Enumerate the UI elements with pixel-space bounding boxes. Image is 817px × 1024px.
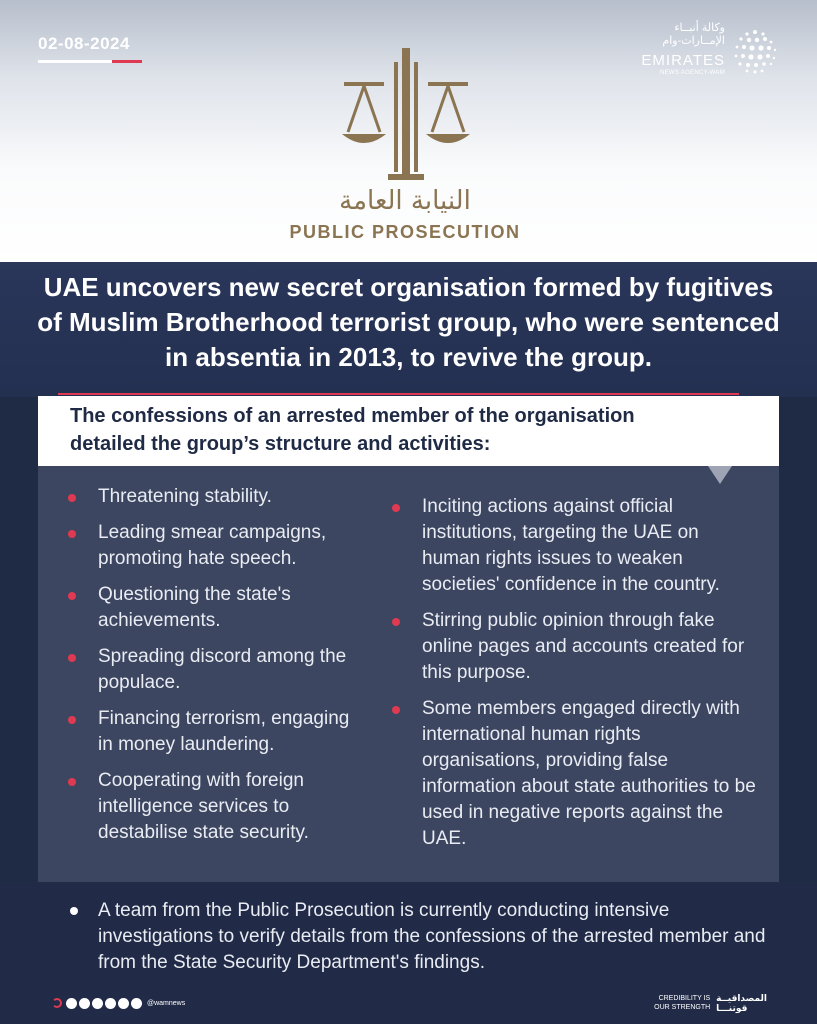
scales-of-justice-icon xyxy=(336,48,476,184)
activities-right-list xyxy=(392,494,762,862)
slogan-arabic: المصداقيــة قوتنـــا xyxy=(716,993,767,1013)
whatsapp-icon[interactable] xyxy=(131,998,142,1009)
public-prosecution-english: PUBLIC PROSECUTION xyxy=(289,222,521,242)
slogan-english: CREDIBILITY IS OUR STRENGTH xyxy=(654,995,711,1011)
list-item: Questioning the state's achievements. xyxy=(68,582,368,634)
public-prosecution-arabic: النيابة العامة xyxy=(339,186,471,216)
bullet-icon xyxy=(70,907,78,915)
headline-divider xyxy=(58,393,739,395)
date-underline xyxy=(38,60,142,63)
investigation-note: A team from the Public Prosecution is currently conducting intensive investigations to verify details from the confessions of the arrested member and from the State Security Department's findings. xyxy=(70,898,770,976)
list-item: Threatening stability. xyxy=(68,484,368,510)
header-area xyxy=(0,0,817,262)
activities-left-list xyxy=(68,484,368,856)
wam-swoosh-icon xyxy=(52,998,62,1008)
youtube-icon[interactable] xyxy=(79,998,90,1009)
wam-subtitle: NEWS AGENCY-WAM xyxy=(659,70,725,76)
bullet-icon xyxy=(68,778,76,786)
x-icon[interactable] xyxy=(66,998,77,1009)
bullet-icon xyxy=(392,504,400,512)
social-links xyxy=(52,995,185,1011)
wam-logo xyxy=(621,22,781,82)
linkedin-icon[interactable] xyxy=(118,998,129,1009)
panel-notch xyxy=(708,466,732,484)
subheading-box xyxy=(38,396,779,466)
facebook-icon[interactable] xyxy=(105,998,116,1009)
bullet-icon xyxy=(68,654,76,662)
wam-english-name: EMIRATES xyxy=(641,52,725,69)
wam-arabic-name: وكالة أنبــاء الإمــارات-وام xyxy=(662,22,725,47)
subheading-line: detailed the group’s structure and activities: xyxy=(70,433,491,455)
social-handle[interactable]: @wamnews xyxy=(147,999,186,1007)
list-item: Spreading discord among the populace. xyxy=(68,644,368,696)
list-item: Cooperating with foreign intelligence services to destabilise state security. xyxy=(68,768,368,846)
instagram-icon[interactable] xyxy=(92,998,103,1009)
list-item: Leading smear campaigns, promoting hate speech. xyxy=(68,520,368,572)
list-item: Financing terrorism, engaging in money laundering. xyxy=(68,706,368,758)
headline: UAE uncovers new secret organisation formed by fugitives of Muslim Brotherhood terrorist group, who were sentenced in absentia in 2013, to revive the group. xyxy=(37,272,780,372)
bullet-icon xyxy=(68,494,76,502)
list-item: Some members engaged directly with international human rights organisations, providing false information about state authorities to be used in negative reports against the UAE. xyxy=(392,696,762,852)
slogan xyxy=(654,992,767,1014)
list-item: Inciting actions against official institutions, targeting the UAE on human rights issues to weaken societies' confidence in the country. xyxy=(392,494,762,598)
bullet-icon xyxy=(392,618,400,626)
date-label: 02-08-2024 xyxy=(38,34,130,53)
bullet-icon xyxy=(392,706,400,714)
bullet-icon xyxy=(68,592,76,600)
bullet-icon xyxy=(68,530,76,538)
dotted-globe-icon xyxy=(729,26,781,78)
list-item: Stirring public opinion through fake online pages and accounts created for this purpose. xyxy=(392,608,762,686)
subheading-line: The confessions of an arrested member of the organisation xyxy=(70,405,635,427)
bullet-icon xyxy=(68,716,76,724)
